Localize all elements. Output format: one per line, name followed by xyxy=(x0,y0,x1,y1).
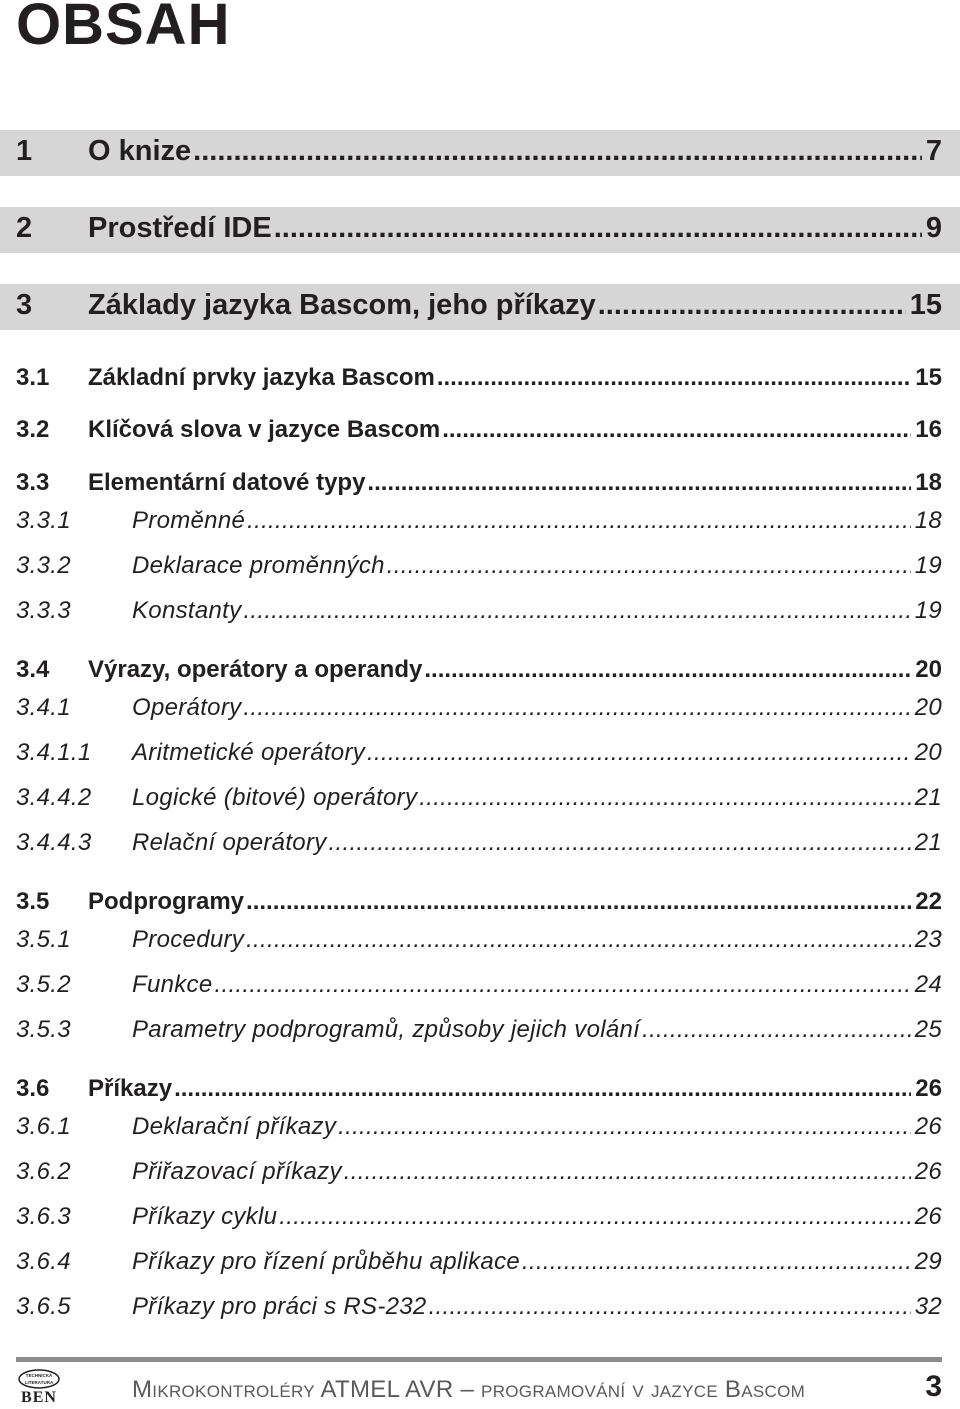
toc-entry-subsection[interactable] xyxy=(0,493,960,539)
toc-entry-title: Deklarační příkazy xyxy=(132,1113,337,1140)
toc-entry-subsection[interactable] xyxy=(0,1279,960,1325)
dot-leader xyxy=(642,1016,911,1044)
dot-leader xyxy=(344,1158,911,1186)
toc-entry-number: 3.6.5 xyxy=(16,1293,71,1320)
toc-entry-subsection[interactable] xyxy=(0,1099,960,1145)
dot-leader xyxy=(442,416,911,444)
toc-entry-number: 3.6.4 xyxy=(16,1248,71,1275)
toc-entry-page: 20 xyxy=(915,656,942,683)
toc-entry-subsection[interactable] xyxy=(0,725,960,771)
toc-entry-subsection[interactable] xyxy=(0,815,960,861)
dot-leader xyxy=(193,135,922,168)
toc-entry-page: 20 xyxy=(914,739,942,766)
toc-entry-title: Základní prvky jazyka Bascom xyxy=(88,364,435,391)
toc-entry-page: 26 xyxy=(914,1158,942,1185)
toc-entry-page: 9 xyxy=(925,212,942,244)
toc-entry-page: 26 xyxy=(915,1075,942,1102)
toc-entry-title: Konstanty xyxy=(132,597,242,624)
toc-entry-page: 21 xyxy=(914,784,942,811)
page-number: 3 xyxy=(925,1370,942,1403)
dot-leader xyxy=(419,784,910,812)
toc-entry-subsection[interactable] xyxy=(0,1002,960,1048)
toc-entry-subsection[interactable] xyxy=(0,1144,960,1190)
toc-entry-number: 3.5.1 xyxy=(16,926,71,953)
toc-entry-title: Příkazy pro řízení průběhu aplikace xyxy=(132,1248,521,1275)
dot-leader xyxy=(338,1113,911,1141)
toc-entry-number: 3.5.3 xyxy=(16,1016,71,1043)
dot-leader xyxy=(598,289,906,322)
dot-leader xyxy=(437,364,911,392)
toc-entry-title: Procedury xyxy=(132,926,245,953)
toc-entry-title: Podprogramy xyxy=(88,888,245,915)
dot-leader xyxy=(522,1248,911,1276)
toc-entry-number: 3.4.4.3 xyxy=(16,829,92,856)
toc-entry-title: Klíčová slova v jazyce Bascom xyxy=(88,416,441,443)
toc-entry-page: 21 xyxy=(914,829,942,856)
dot-leader xyxy=(367,739,911,767)
toc-entry-subsection[interactable] xyxy=(0,912,960,958)
svg-text:TECHNICKÁ: TECHNICKÁ xyxy=(25,1373,53,1378)
toc-entry-subsection[interactable] xyxy=(0,957,960,1003)
dot-leader xyxy=(246,926,911,954)
toc-entry-chapter[interactable] xyxy=(0,130,960,176)
toc-entry-page: 16 xyxy=(915,416,942,443)
toc-entry-number: 3.2 xyxy=(16,416,50,443)
toc-entry-number: 3.3 xyxy=(16,469,50,496)
toc-entry-title: O knize xyxy=(88,135,192,167)
toc-entry-chapter[interactable] xyxy=(0,284,960,330)
toc-entry-title: Parametry podprogramů, způsoby jejich volání xyxy=(132,1016,641,1043)
toc-entry-number: 3.3.1 xyxy=(16,507,71,534)
page-title: OBSAH xyxy=(16,0,231,57)
toc-entry-number: 3.4.1.1 xyxy=(16,739,92,766)
toc-entry-number: 3.3.2 xyxy=(16,552,71,579)
toc-entry-number: 3.5 xyxy=(16,888,50,915)
toc-entry-subsection[interactable] xyxy=(0,583,960,629)
toc-entry-page: 22 xyxy=(915,888,942,915)
toc-entry-page: 26 xyxy=(914,1113,942,1140)
book-title: Mikrokontroléry ATMEL AVR – programování v jazyce Bascom xyxy=(132,1376,806,1403)
toc-entry-title: Příkazy xyxy=(88,1075,173,1102)
toc-entry-title: Relační operátory xyxy=(132,829,327,856)
toc-entry-subsection[interactable] xyxy=(0,1234,960,1280)
toc-entry-number: 2 xyxy=(16,212,33,244)
toc-entry-number: 3.5.2 xyxy=(16,971,71,998)
toc-entry-number: 3.4 xyxy=(16,656,50,683)
toc-entry-page: 26 xyxy=(914,1203,942,1230)
toc-entry-page: 18 xyxy=(914,507,942,534)
toc-entry-title: Aritmetické operátory xyxy=(132,739,366,766)
toc-entry-page: 20 xyxy=(914,694,942,721)
toc-entry-title: Elementární datové typy xyxy=(88,469,366,496)
toc-entry-title: Základy jazyka Bascom, jeho příkazy xyxy=(88,289,596,321)
toc-entry-page: 24 xyxy=(914,971,942,998)
toc-entry-number: 3 xyxy=(16,289,33,321)
toc-entry-page: 19 xyxy=(914,552,942,579)
toc-entry-title: Výrazy, operátory a operandy xyxy=(88,656,423,683)
toc-entry-number: 3.6.1 xyxy=(16,1113,71,1140)
toc-entry-title: Příkazy cyklu xyxy=(132,1203,278,1230)
dot-leader xyxy=(274,212,922,245)
toc-entry-title: Proměnné xyxy=(132,507,246,534)
dot-leader xyxy=(215,971,911,999)
svg-text:LITERATURA: LITERATURA xyxy=(24,1380,54,1385)
toc-entry-number: 1 xyxy=(16,135,33,167)
toc-entry-title: Operátory xyxy=(132,694,242,721)
toc-entry-page: 23 xyxy=(914,926,942,953)
toc-entry-page: 18 xyxy=(915,469,942,496)
dot-leader xyxy=(387,552,911,580)
dot-leader xyxy=(243,597,910,625)
toc-entry-page: 32 xyxy=(914,1293,942,1320)
toc-entry-page: 25 xyxy=(914,1016,942,1043)
toc-entry-title: Příkazy pro práci s RS-232 xyxy=(132,1293,427,1320)
dot-leader xyxy=(329,829,911,857)
toc-entry-number: 3.6.3 xyxy=(16,1203,71,1230)
svg-text:BEN: BEN xyxy=(21,1389,57,1404)
dot-leader xyxy=(279,1203,910,1231)
dot-leader xyxy=(243,694,910,722)
toc-entry-page: 19 xyxy=(914,597,942,624)
toc-entry-number: 3.6.2 xyxy=(16,1158,71,1185)
toc-entry-title: Přiřazovací příkazy xyxy=(132,1158,342,1185)
toc-entry-subsection[interactable] xyxy=(0,1189,960,1235)
toc-entry-subsection[interactable] xyxy=(0,680,960,726)
toc-entry-title: Prostředí IDE xyxy=(88,212,272,244)
toc-entry-number: 3.1 xyxy=(16,364,50,391)
toc-entry-title: Logické (bitové) operátory xyxy=(132,784,418,811)
toc-entry-title: Funkce xyxy=(132,971,213,998)
toc-entry-number: 3.3.3 xyxy=(16,597,71,624)
toc-entry-subsection[interactable] xyxy=(0,538,960,584)
toc-entry-title: Deklarace proměnných xyxy=(132,552,385,579)
publisher-logo xyxy=(16,1368,62,1404)
toc-entry-number: 3.4.4.2 xyxy=(16,784,92,811)
toc-entry-page: 29 xyxy=(914,1248,942,1275)
dot-leader xyxy=(247,507,911,535)
toc-entry-page: 15 xyxy=(915,364,942,391)
toc-entry-subsection[interactable] xyxy=(0,770,960,816)
toc-entry-page: 15 xyxy=(909,289,942,321)
toc-entry-page: 7 xyxy=(925,135,942,167)
toc-entry-section[interactable] xyxy=(0,350,960,396)
dot-leader xyxy=(429,1293,911,1321)
toc-entry-section[interactable] xyxy=(0,402,960,448)
toc-entry-number: 3.4.1 xyxy=(16,694,71,721)
toc-entry-number: 3.6 xyxy=(16,1075,50,1102)
toc-entry-chapter[interactable] xyxy=(0,207,960,253)
footer-divider xyxy=(16,1357,942,1362)
